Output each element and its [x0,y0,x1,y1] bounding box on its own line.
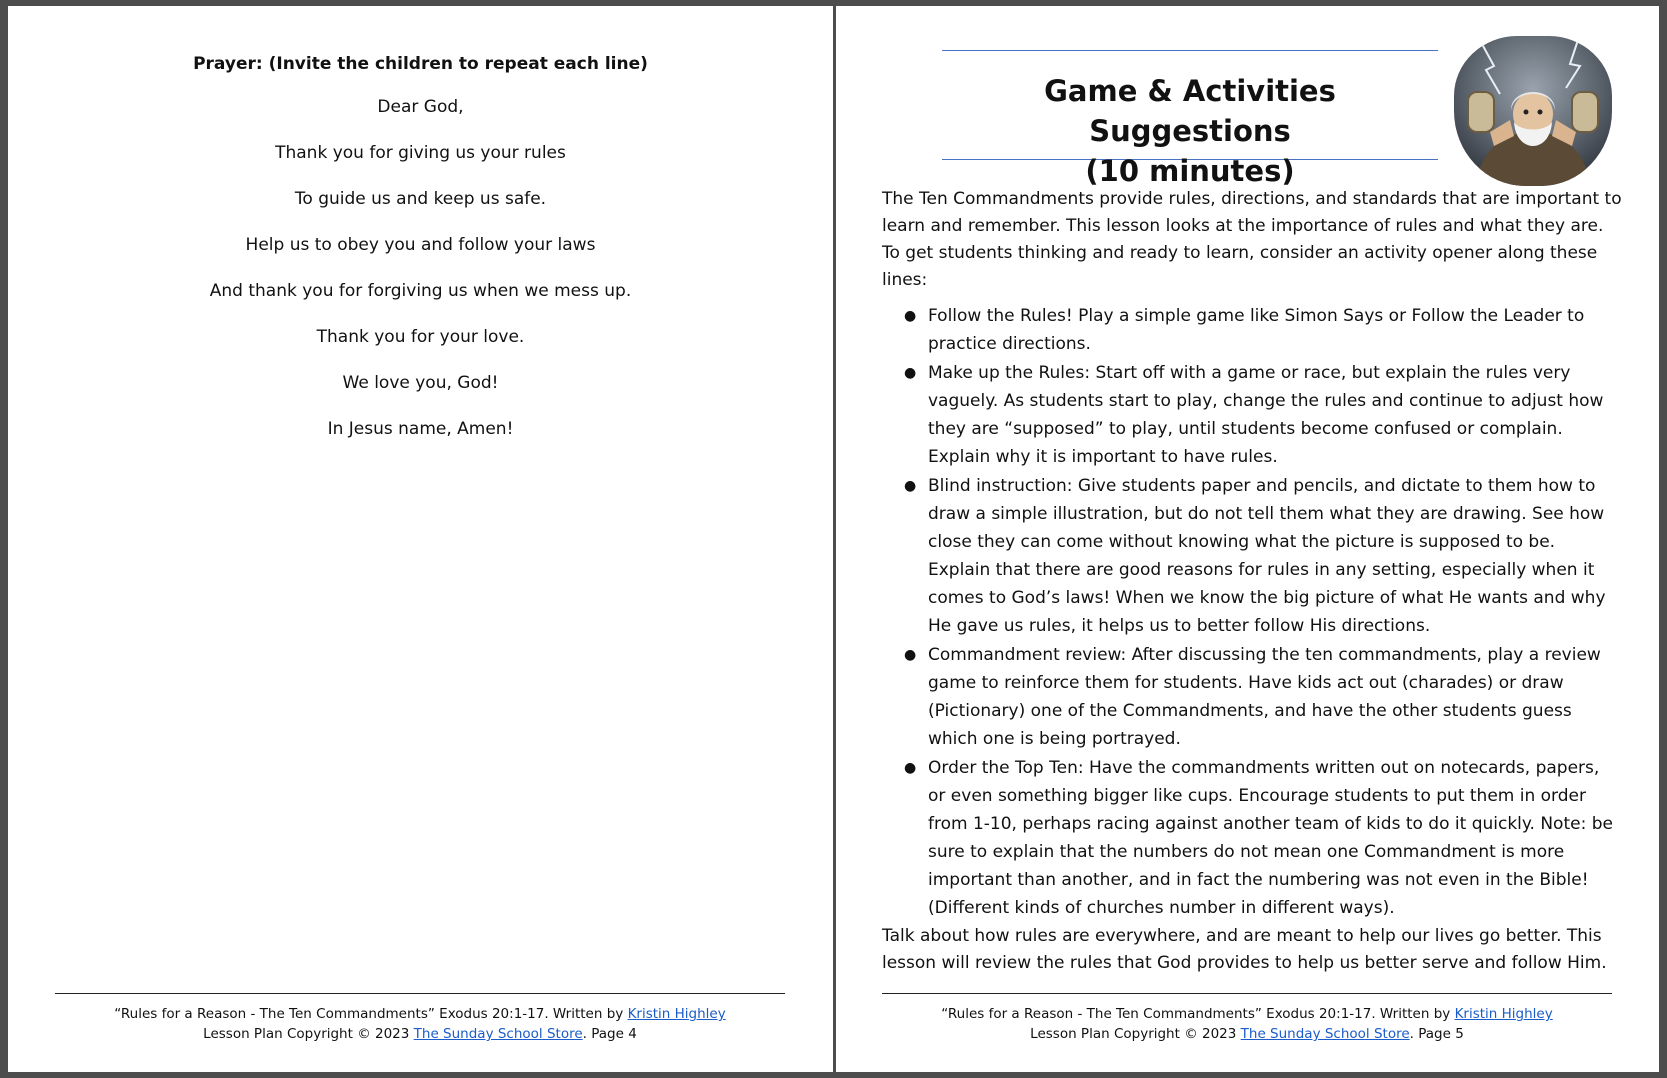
activity-body [882,186,1622,977]
list-item: ● Commandment review: After discussing the ten commandments, play a review game to reinforce them for students. Have kids act out (charades) or draw (Pictionary) one of the Commandments, and have the other students guess which one is being portrayed. [928,641,1622,753]
prayer-line: Help us to obey you and follow your laws [245,235,596,255]
prayer-line: Dear God, [377,97,464,117]
list-item: ● Order the Top Ten: Have the commandments written out on notecards, papers, or even something bigger like cups. Encourage students to put them in order from 1-10, perhaps racing against another team of kids to do it quickly. Note: be sure to explain that the numbers do not mean one Commandment is more important than another, and in fact the numbering was not even in the Bible! (Different kinds of churches number in different ways). [928,754,1622,922]
footer-credit-line [55,1004,785,1024]
prayer-section [8,54,833,464]
page-footer [882,993,1612,1054]
heading-line-1: Game & Activities Suggestions [1044,74,1336,148]
footer-copyright-line [882,1024,1612,1044]
intro-paragraph: The Ten Commandments provide rules, directions, and standards that are important to learn and remember. This lesson looks at the importance of rules and what they are. To get students thinking and ready to learn, consider an activity opener along these lines: [882,189,1622,290]
moses-with-tablets-icon [1454,36,1612,186]
bullet-icon: ● [904,647,917,663]
page-number: . Page 5 [1409,1026,1464,1042]
page-footer [55,993,785,1054]
store-link[interactable]: The Sunday School Store [413,1026,583,1042]
prayer-line: Thank you for giving us your rules [275,143,566,163]
heading-line-2: (10 minutes) [1085,154,1295,188]
list-item: ● Make up the Rules: Start off with a game or race, but explain the rules very vaguely. As students start to play, change the rules and continue to adjust how they are “supposed” to play, until students become confused or complain. Explain why it is important to have rules. [928,359,1622,471]
footer-copyright-text: Lesson Plan Copyright © 2023 [203,1026,414,1042]
section-heading [942,50,1438,188]
bullet-icon: ● [904,308,917,324]
footer-credit-line [882,1004,1612,1024]
store-link[interactable]: The Sunday School Store [1240,1026,1410,1042]
prayer-line: In Jesus name, Amen! [327,419,514,439]
footer-copyright-line [55,1024,785,1044]
page-title [942,71,1438,191]
closing-paragraph: Talk about how rules are everywhere, and are meant to help our lives go better. This lesson will review the rules that God provides to help us better serve and follow Him. [882,926,1607,973]
bullet-icon: ● [904,760,917,776]
footer-copyright-text: Lesson Plan Copyright © 2023 [1030,1026,1241,1042]
prayer-line: To guide us and keep us safe. [294,189,547,209]
prayer-line: And thank you for forgiving us when we mess up. [209,281,632,301]
author-link[interactable]: Kristin Highley [627,1006,726,1022]
prayer-line: We love you, God! [342,373,499,393]
activity-list [882,302,1622,922]
list-item: ● Blind instruction: Give students paper and pencils, and dictate to them how to draw a simple illustration, but do not tell them what they are drawing. See how close they can come without knowing what the picture is supposed to be. Explain that there are good reasons for rules in any setting, especially when it comes to God’s laws! When we know the big picture of what He wants and why He gave us rules, it helps us to better follow His directions. [928,472,1622,640]
document-page-5 [836,6,1659,1072]
prayer-line: Thank you for your love. [316,327,525,347]
bullet-icon: ● [904,478,917,494]
list-item: ● Follow the Rules! Play a simple game like Simon Says or Follow the Leader to practice directions. [928,302,1622,358]
document-page-4 [8,6,833,1072]
footer-credit-text: “Rules for a Reason - The Ten Commandments” Exodus 20:1-17. Written by [114,1006,628,1022]
page-number: . Page 4 [582,1026,637,1042]
author-link[interactable]: Kristin Highley [1454,1006,1553,1022]
footer-credit-text: “Rules for a Reason - The Ten Commandments” Exodus 20:1-17. Written by [941,1006,1455,1022]
bullet-icon: ● [904,365,917,381]
prayer-title: Prayer: (Invite the children to repeat each line) [193,54,648,74]
